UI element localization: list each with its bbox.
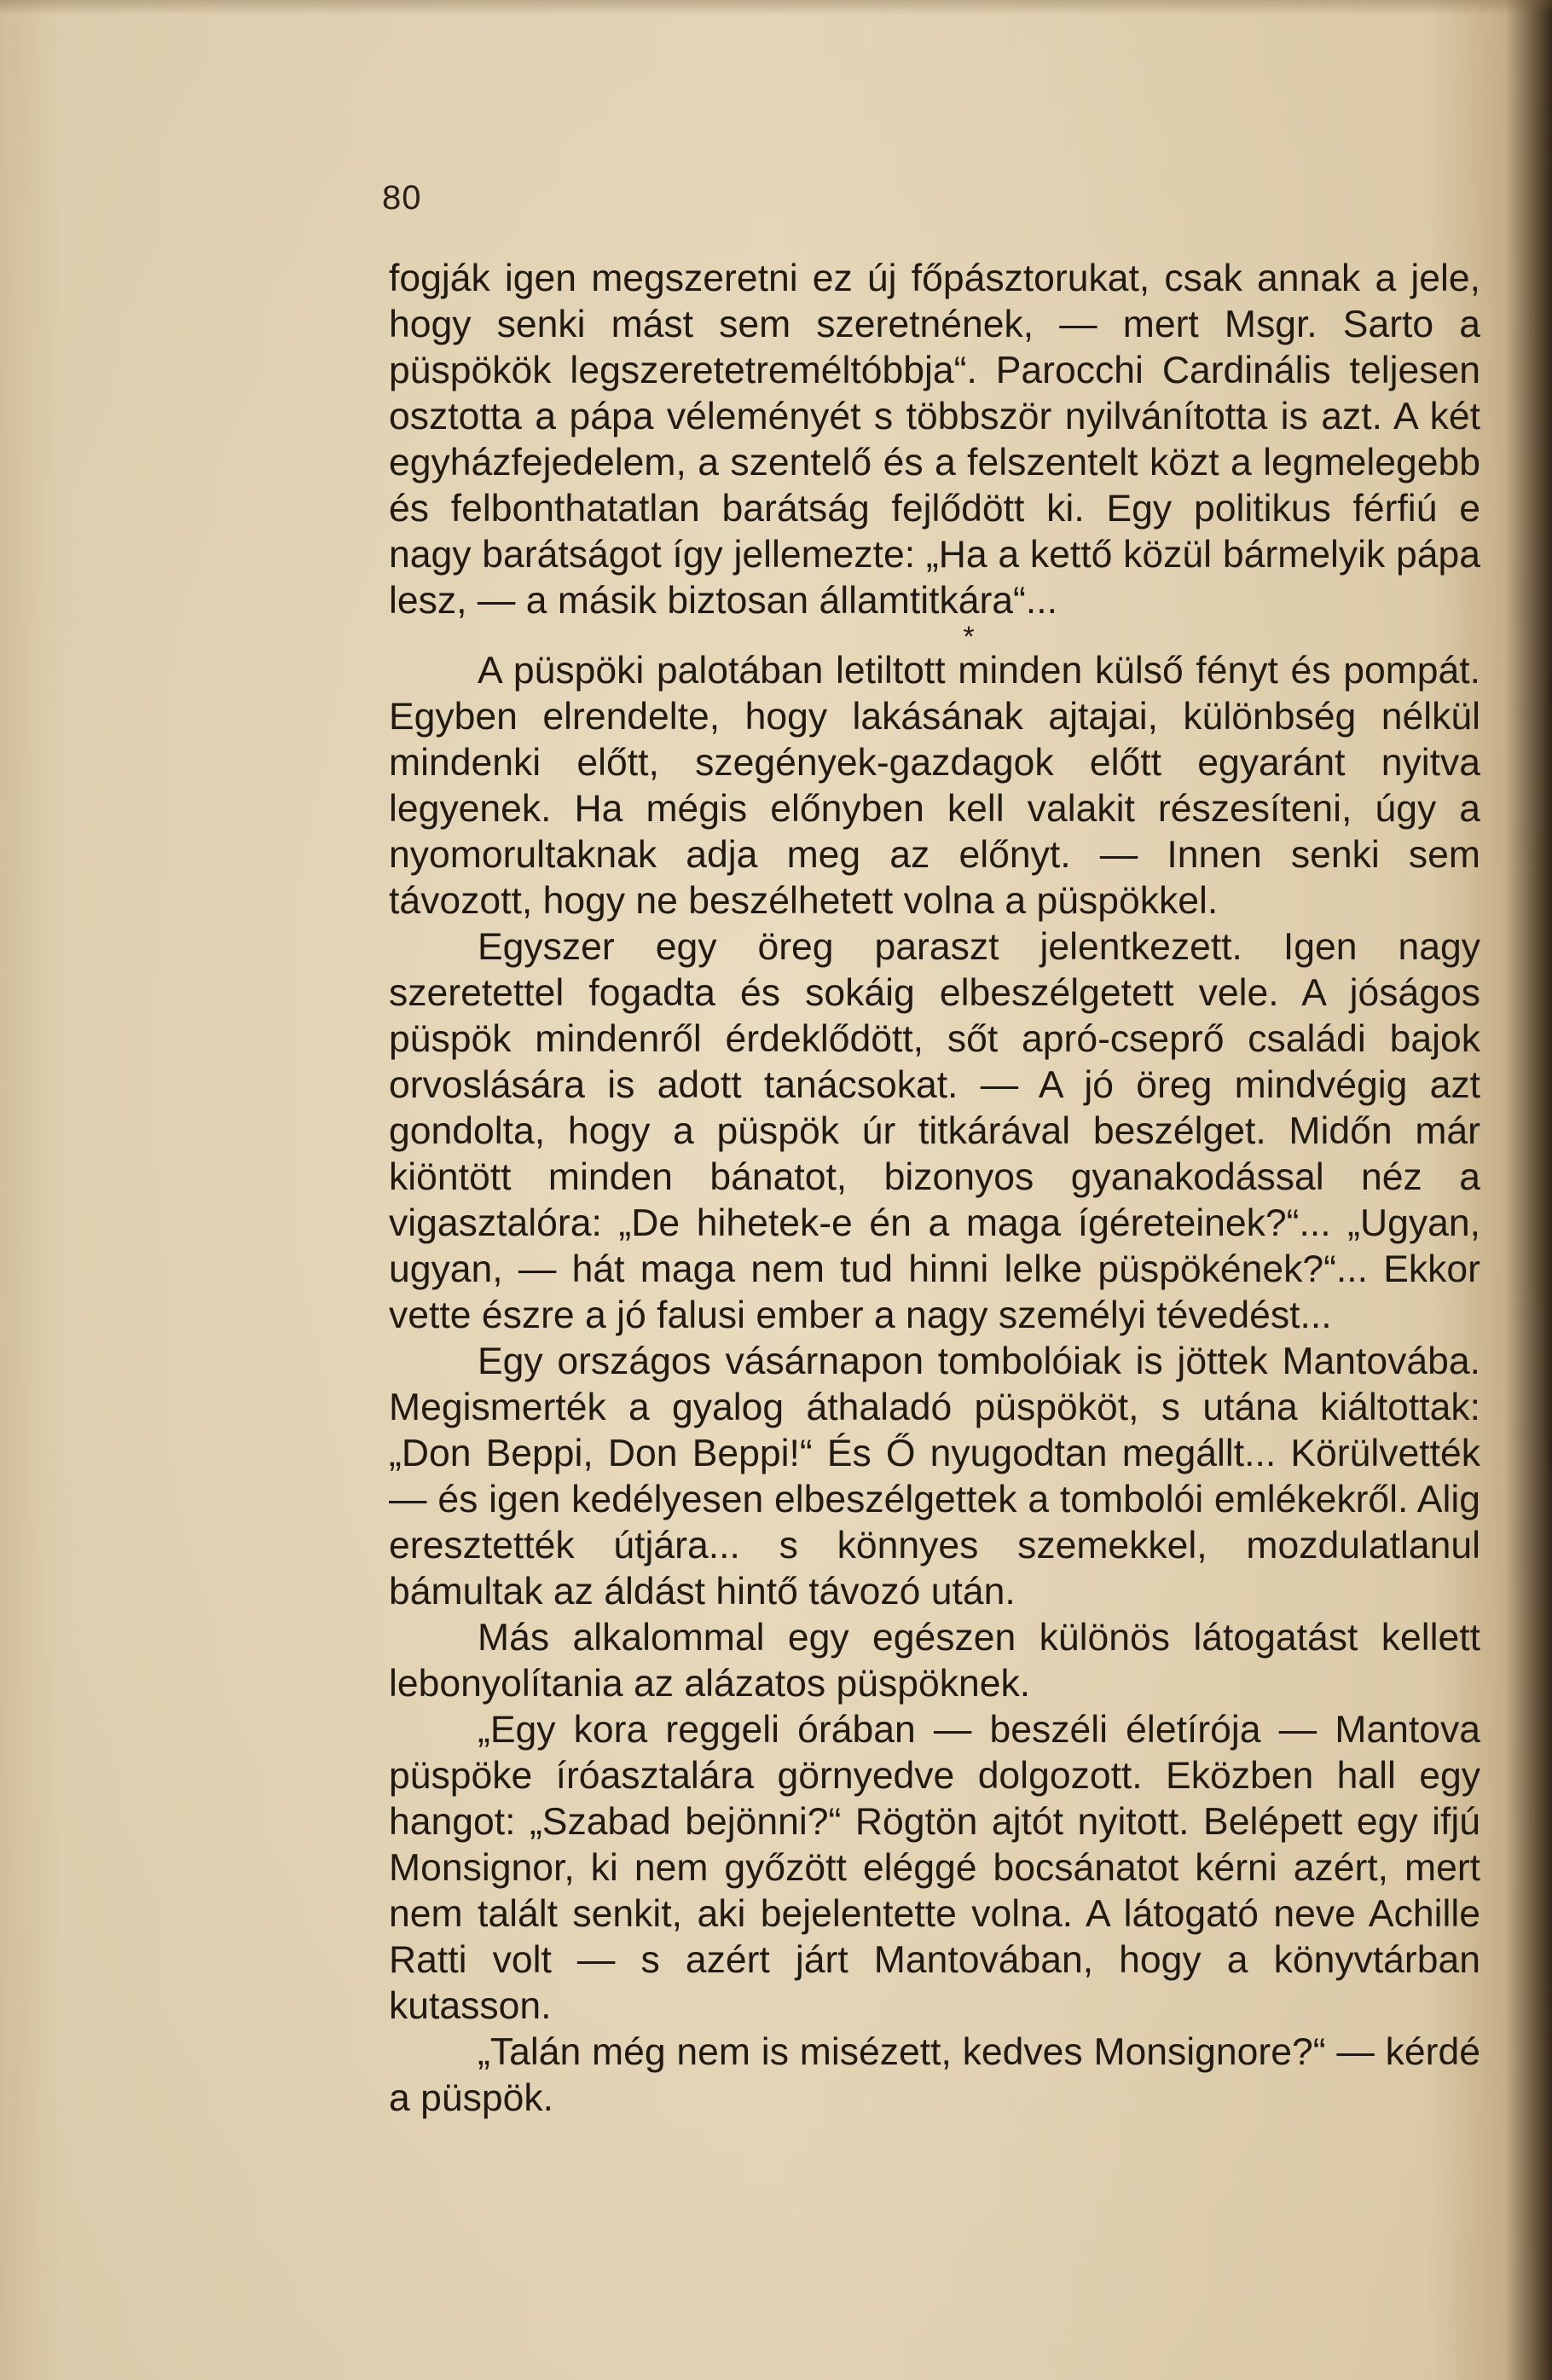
paragraph: Egy országos vásárnapon tombolóiak is jöttek Mantovába. Megismerték a gyalog áthaladó püspököt, s utána kiáltottak: „Don Beppi, Don Beppi!“ És Ő nyugodtan megállt... Körülvették — és igen kedélyesen elbeszélgettek a tombolói emlékekről. Alig eresztették útjára... s könnyes szemekkel, mozdulatlanul bámultak az áldást hintő távozó után.	[389, 1341, 1480, 1613]
body-text	[389, 256, 1480, 2122]
paragraph: Egyszer egy öreg paraszt jelentkezett. Igen nagy szeretettel fogadta és sokáig elbeszélgetett vele. A jóságos püspök mindenről érdeklődött, sőt apró-cseprő családi bajok orvoslására is adott tanácsokat. — A jó öreg mindvégig azt gondolta, hogy a püspök úr titkárával beszélget. Midőn már kiöntött minden bánatot, bizonyos gyanakodással néz a vigasztalóra: „De hihetek-e én a maga ígéreteinek?“... „Ugyan, ugyan, — hát maga nem tud hinni lelke püspökének?“... Ekkor vette észre a jó falusi ember a nagy személyi tévedést...	[389, 926, 1480, 1336]
paragraph: „Egy kora reggeli órában — beszéli életírója — Mantova püspöke íróasztalára görnyedve dolgozott. Eközben hall egy hangot: „Szabad bejönni?“ Rögtön ajtót nyitott. Belépett egy ifjú Monsignor, ki nem győzött eléggé bocsánatot kérni azért, mert nem talált senkit, aki bejelentette volna. A látogató neve Achille Ratti volt — s azért járt Mantovában, hogy a könyvtárban kutasson.	[389, 1709, 1480, 2027]
paragraph: „Talán még nem is misézett, kedves Monsignore?“ — kérdé a püspök.	[389, 2031, 1480, 2119]
paragraph: A püspöki palotában letiltott minden külső fényt és pompát. Egyben elrendelte, hogy lakásának ajtajai, különbség nélkül mindenki előtt, szegények-gazdagok előtt egyaránt nyitva legyenek. Ha mégis előnyben kell valakit részesíteni, úgy a nyomorultaknak adja meg az előnyt. — Innen senki sem távozott, hogy ne beszélhetett volna a püspökkel.	[389, 650, 1480, 922]
section-separator: *	[963, 621, 975, 653]
paragraph: fogják igen megszeretni ez új főpásztorukat, csak annak a jele, hogy senki mást sem szeretnének, — mert Msgr. Sarto a püspökök legszeretetreméltóbbja“. Parocchi Cardinális teljesen osztotta a pápa véleményét s többször nyilvánította is azt. A két egyházfejedelem, a szentelő és a felszentelt közt a legmelegebb és felbonthatatlan barátság fejlődött ki. Egy politikus férfiú e nagy barátságot így jellemezte: „Ha a kettő közül bármelyik pápa lesz, — a másik biztosan államtitkára“...	[389, 258, 1480, 622]
page-number: 80	[382, 179, 422, 217]
paragraph: Más alkalommal egy egészen különös látogatást kellett lebonyolítania az alázatos püspöknek.	[389, 1617, 1480, 1705]
